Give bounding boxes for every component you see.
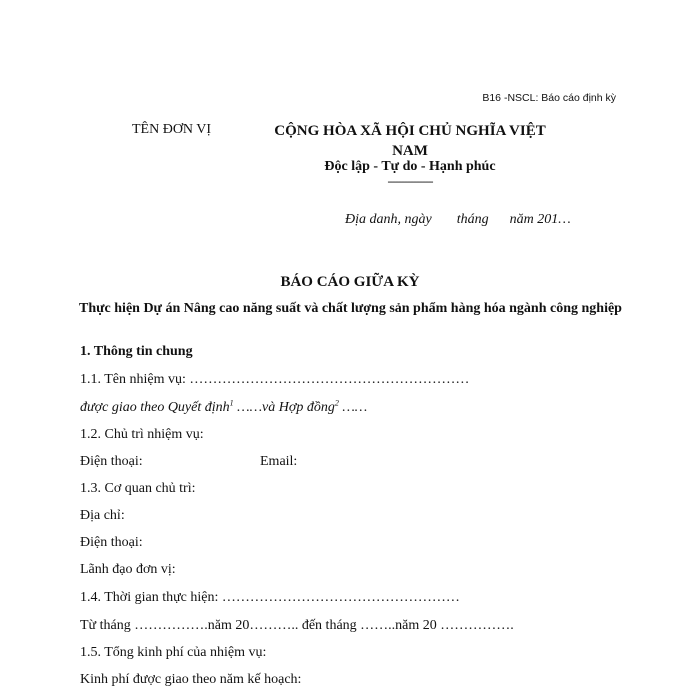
motto: Độc lập - Tự do - Hạnh phúc: [324, 159, 496, 174]
budget-plan-line: Kinh phí được giao theo năm kế hoạch:: [80, 672, 302, 687]
leader-label: Lãnh đạo đơn vị:: [80, 562, 176, 577]
date-month: tháng: [456, 212, 489, 227]
footnote-2: 2: [334, 398, 339, 408]
assignment-line: [80, 400, 367, 416]
separator-line: ---------------: [387, 174, 433, 188]
from-to-line: Từ tháng …………….năm 20……….. đến tháng ……..năm 20 …………….: [80, 618, 514, 633]
unit-name: TÊN ĐƠN VỊ: [132, 122, 212, 137]
address-label: Địa chỉ:: [80, 508, 125, 523]
agency-line: 1.3. Cơ quan chủ trì:: [80, 481, 196, 496]
report-subtitle: Thực hiện Dự án Nâng cao năng suất và chất lượng sản phẩm hàng hóa ngành công nghiệp: [79, 301, 622, 316]
duration-line: 1.4. Thời gian thực hiện: ……………………………………………: [80, 590, 460, 605]
email-label: Email:: [260, 454, 298, 469]
assignment-contract: ……và Hợp đồng: [233, 400, 335, 415]
nation-heading: CỘNG HÒA XÃ HỘI CHỦ NGHĨA VIỆT NAM: [274, 123, 546, 159]
phone-label: Điện thoại:: [80, 454, 143, 469]
form-code: B16 -NSCL: Báo cáo định kỳ: [482, 92, 616, 104]
footnote-1: 1: [229, 398, 234, 408]
assignment-tail: ……: [338, 400, 368, 415]
date-line: [345, 212, 571, 228]
agency-phone-label: Điện thoại:: [80, 535, 143, 550]
section-heading: 1. Thông tin chung: [80, 344, 193, 359]
report-title: BÁO CÁO GIỮA KỲ: [280, 274, 420, 290]
budget-line: 1.5. Tổng kinh phí của nhiệm vụ:: [80, 645, 267, 660]
host-line: 1.2. Chủ trì nhiệm vụ:: [80, 427, 204, 442]
assignment-decision: được giao theo Quyết định: [80, 400, 230, 415]
date-year: năm 201…: [509, 212, 571, 227]
date-place: Địa danh, ngày: [345, 212, 432, 227]
task-name-line: 1.1. Tên nhiệm vụ: ……………………………………………………: [80, 372, 470, 387]
